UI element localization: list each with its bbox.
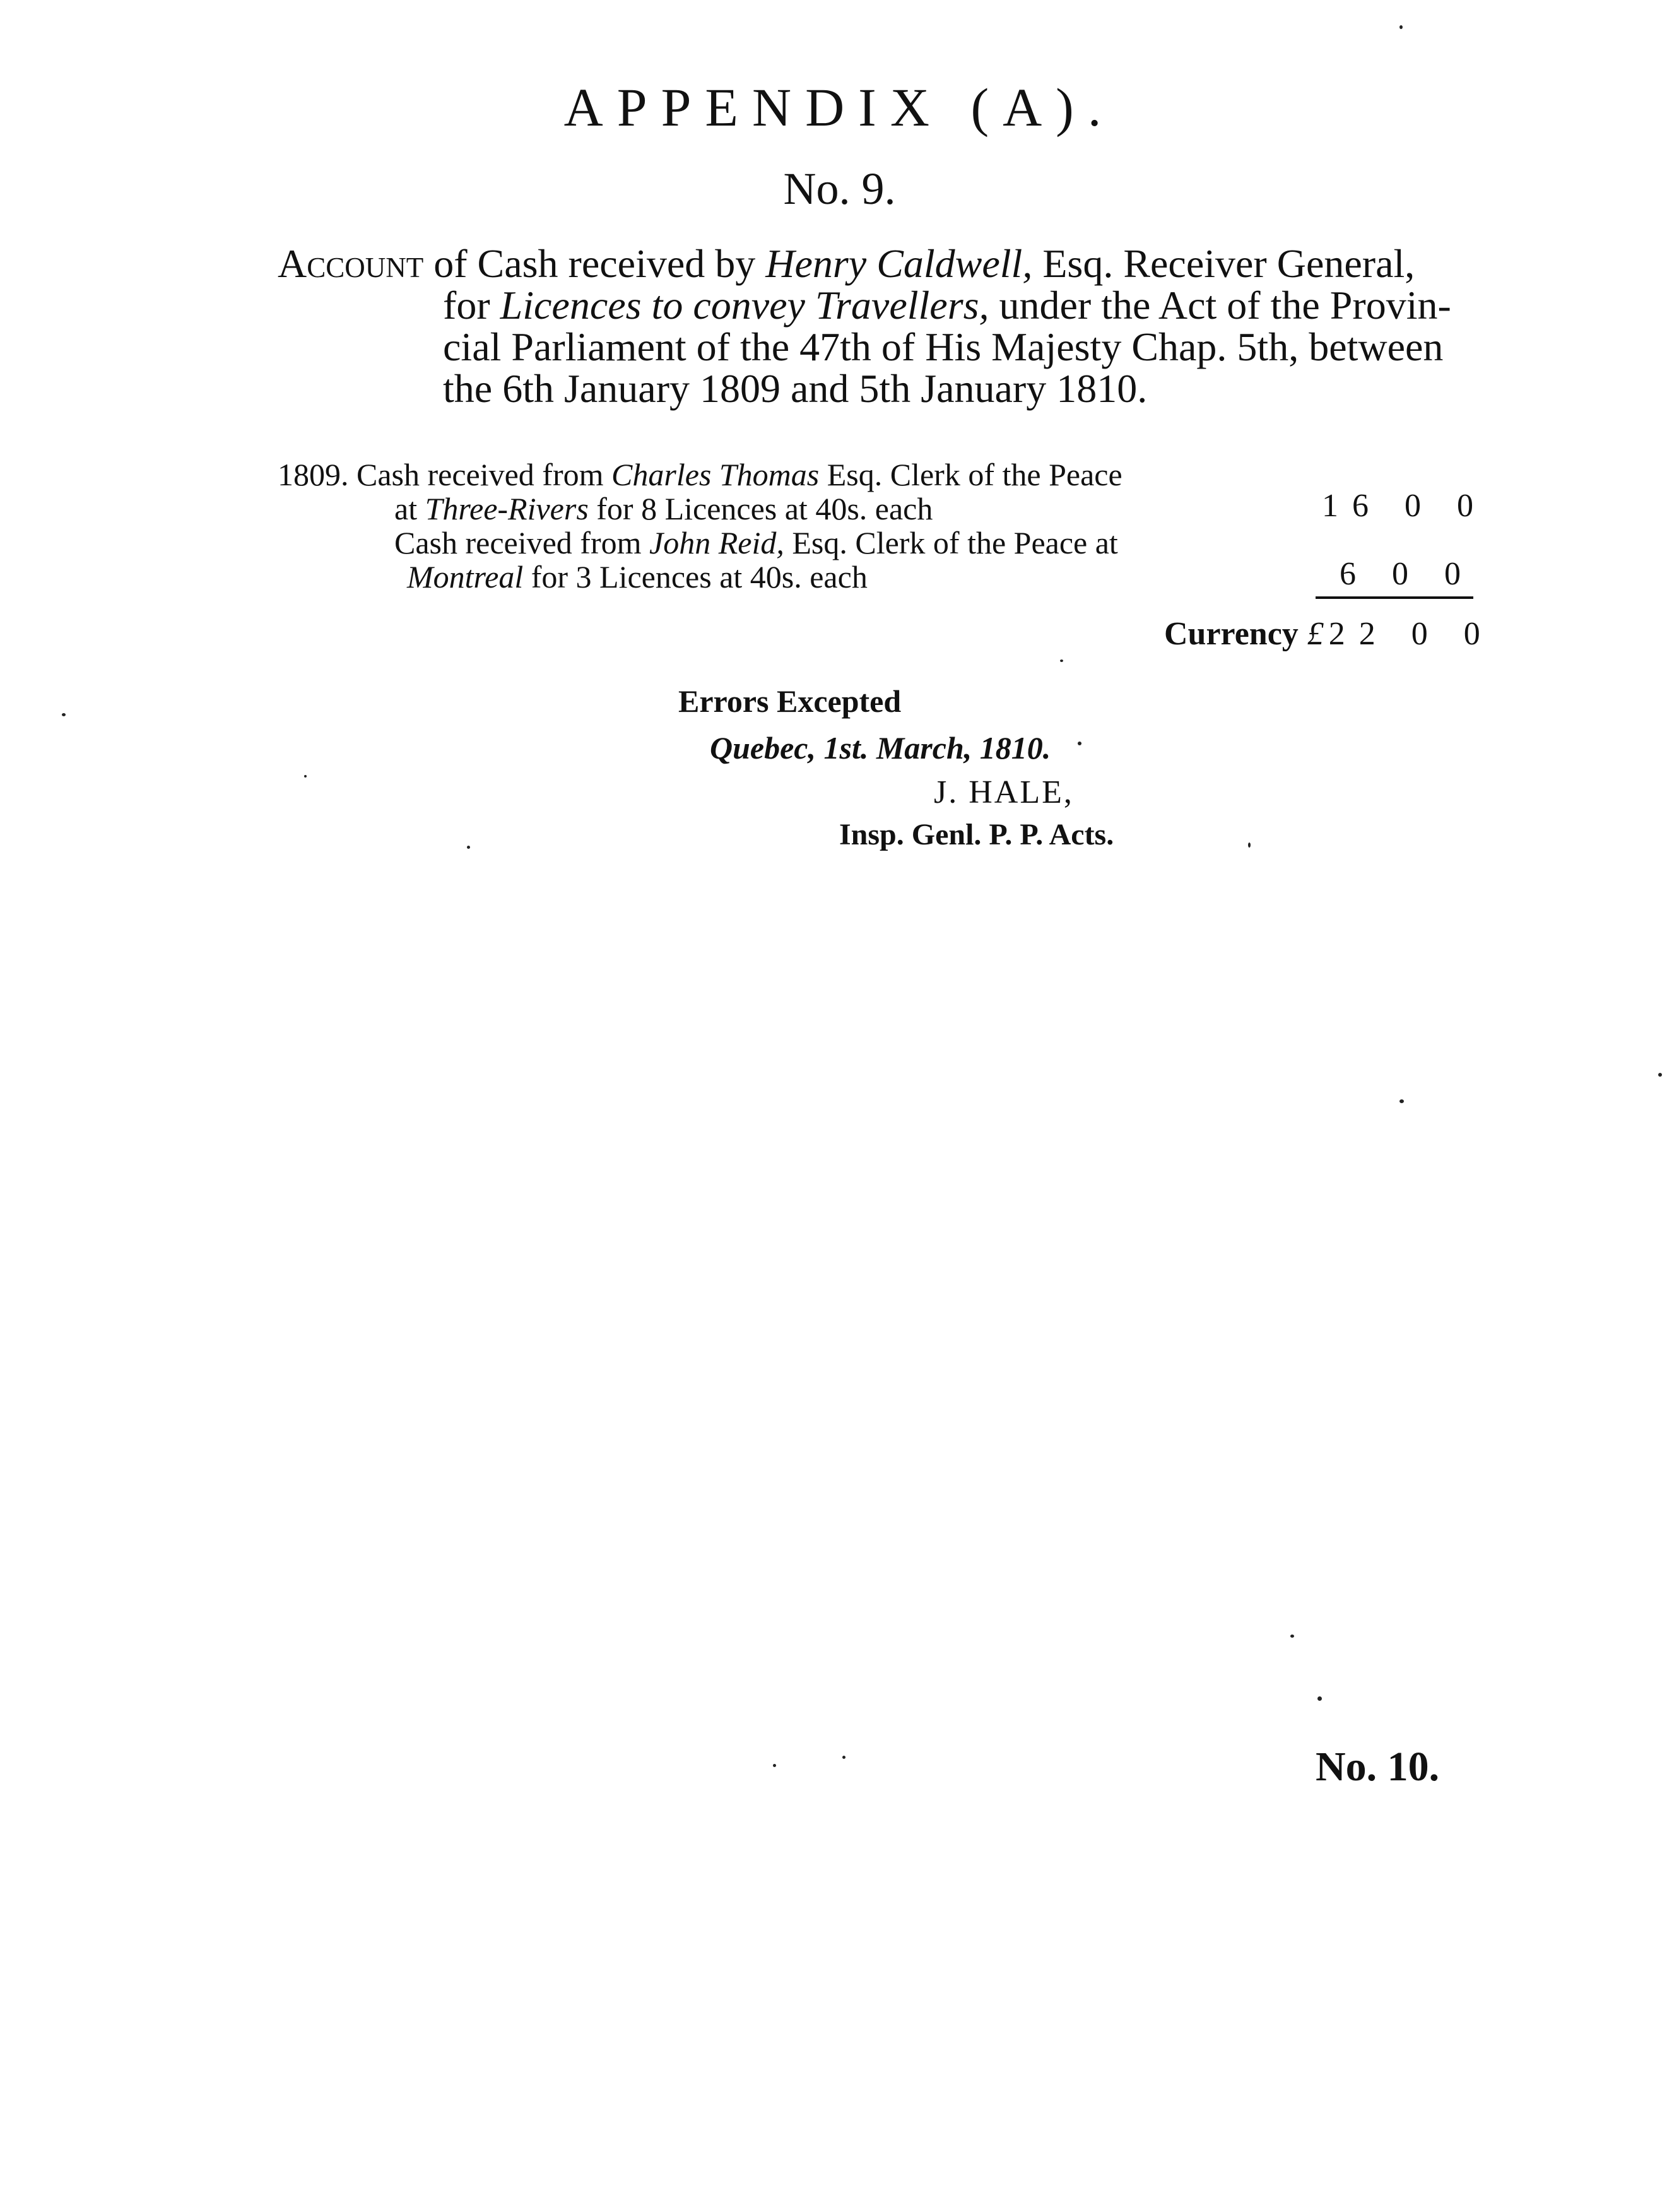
scan-speck [62, 713, 66, 716]
scan-speck [1399, 25, 1403, 29]
entry-2-amount [1340, 557, 1475, 591]
entry-2-pounds: 6 [1340, 556, 1370, 592]
account-lead-word: Account [278, 241, 424, 286]
entry-2-line1-end: Esq. Clerk of the Peace at [792, 525, 1118, 560]
entry-2-place: Montreal [407, 559, 524, 594]
appendix-title-suffix: (A). [970, 77, 1116, 138]
scan-speck [1290, 1635, 1294, 1638]
scan-speck [1078, 742, 1081, 745]
account-heading-line-4: the 6th January 1809 and 5th January 1810. [443, 366, 1148, 411]
account-line2-end: under the Act of the Provin- [999, 283, 1451, 328]
receiver-general-name: Henry Caldwell, [765, 241, 1033, 286]
entry-1-shillings: 0 [1405, 488, 1435, 524]
account-heading-line-1 [278, 243, 1489, 285]
signatory-name: J. HALE, [934, 774, 1074, 810]
total-pence: 0 [1463, 616, 1494, 652]
ledger-entry-1-line-2 [394, 492, 933, 526]
total-pounds: 22 [1328, 616, 1389, 652]
ledger-entry-2-line-1 [394, 526, 1118, 560]
entry-year: 1809. [278, 457, 349, 492]
scan-speck [467, 846, 470, 849]
scan-speck [1060, 659, 1063, 662]
account-line1-text: of Cash received by [433, 241, 756, 286]
account-heading-line-2 [278, 285, 1489, 326]
account-line1-end: Esq. Receiver General, [1042, 241, 1415, 286]
ledger-entry-1-line-1 [278, 458, 1122, 492]
entry-1-text: Cash received from [356, 457, 604, 492]
account-heading-line-3: cial Parliament of the 47th of His Majesty Chap. 5th, between [443, 324, 1444, 369]
document-number: No. 9. [783, 163, 896, 214]
signatory-title: Insp. Genl. P. P. Acts. [839, 818, 1114, 851]
scan-speck [1248, 843, 1251, 848]
total-amount [1329, 616, 1494, 652]
entry-1-pounds: 16 [1322, 488, 1382, 524]
pound-sign: £ [1307, 616, 1324, 652]
entry-2-shillings: 0 [1392, 556, 1422, 592]
scan-speck [1317, 1696, 1322, 1701]
entry-2-line2-end: for 3 Licences at 40s. each [531, 559, 868, 594]
account-heading [278, 243, 1489, 410]
entry-1-clerk-name: Charles Thomas [611, 457, 820, 492]
entry-2-clerk-name: John Reid, [649, 525, 784, 560]
appendix-title-word: APPENDIX [563, 77, 943, 138]
entry-1-line2-end: for 8 Licences at 40s. each [596, 491, 933, 526]
entry-1-line1-end: Esq. Clerk of the Peace [827, 457, 1122, 492]
currency-label: Currency [1164, 616, 1299, 652]
scan-speck [1658, 1073, 1662, 1077]
total-shillings: 0 [1411, 616, 1442, 652]
scan-speck [842, 1756, 845, 1759]
entry-1-pence: 0 [1457, 488, 1487, 524]
licence-subject: Licences to convey Travellers, [500, 283, 989, 328]
errors-excepted: Errors Excepted [678, 683, 902, 719]
appendix-title [0, 76, 1679, 139]
next-page-number: No. 10. [1316, 1744, 1440, 1790]
entry-1-line2-start: at [394, 491, 418, 526]
sum-rule [1316, 596, 1473, 599]
scan-speck [773, 1764, 776, 1767]
scan-speck [304, 775, 307, 778]
ledger-entry-2-line-2 [407, 560, 868, 594]
entry-2-text: Cash received from [394, 525, 642, 560]
entry-1-place: Three-Rivers [425, 491, 589, 526]
entry-1-amount [1322, 489, 1487, 523]
scan-speck [1399, 1099, 1404, 1103]
account-line2-start: for [443, 283, 490, 328]
entry-2-pence: 0 [1444, 556, 1475, 592]
total-row [1164, 615, 1494, 653]
place-and-date: Quebec, 1st. March, 1810. [710, 730, 1051, 766]
